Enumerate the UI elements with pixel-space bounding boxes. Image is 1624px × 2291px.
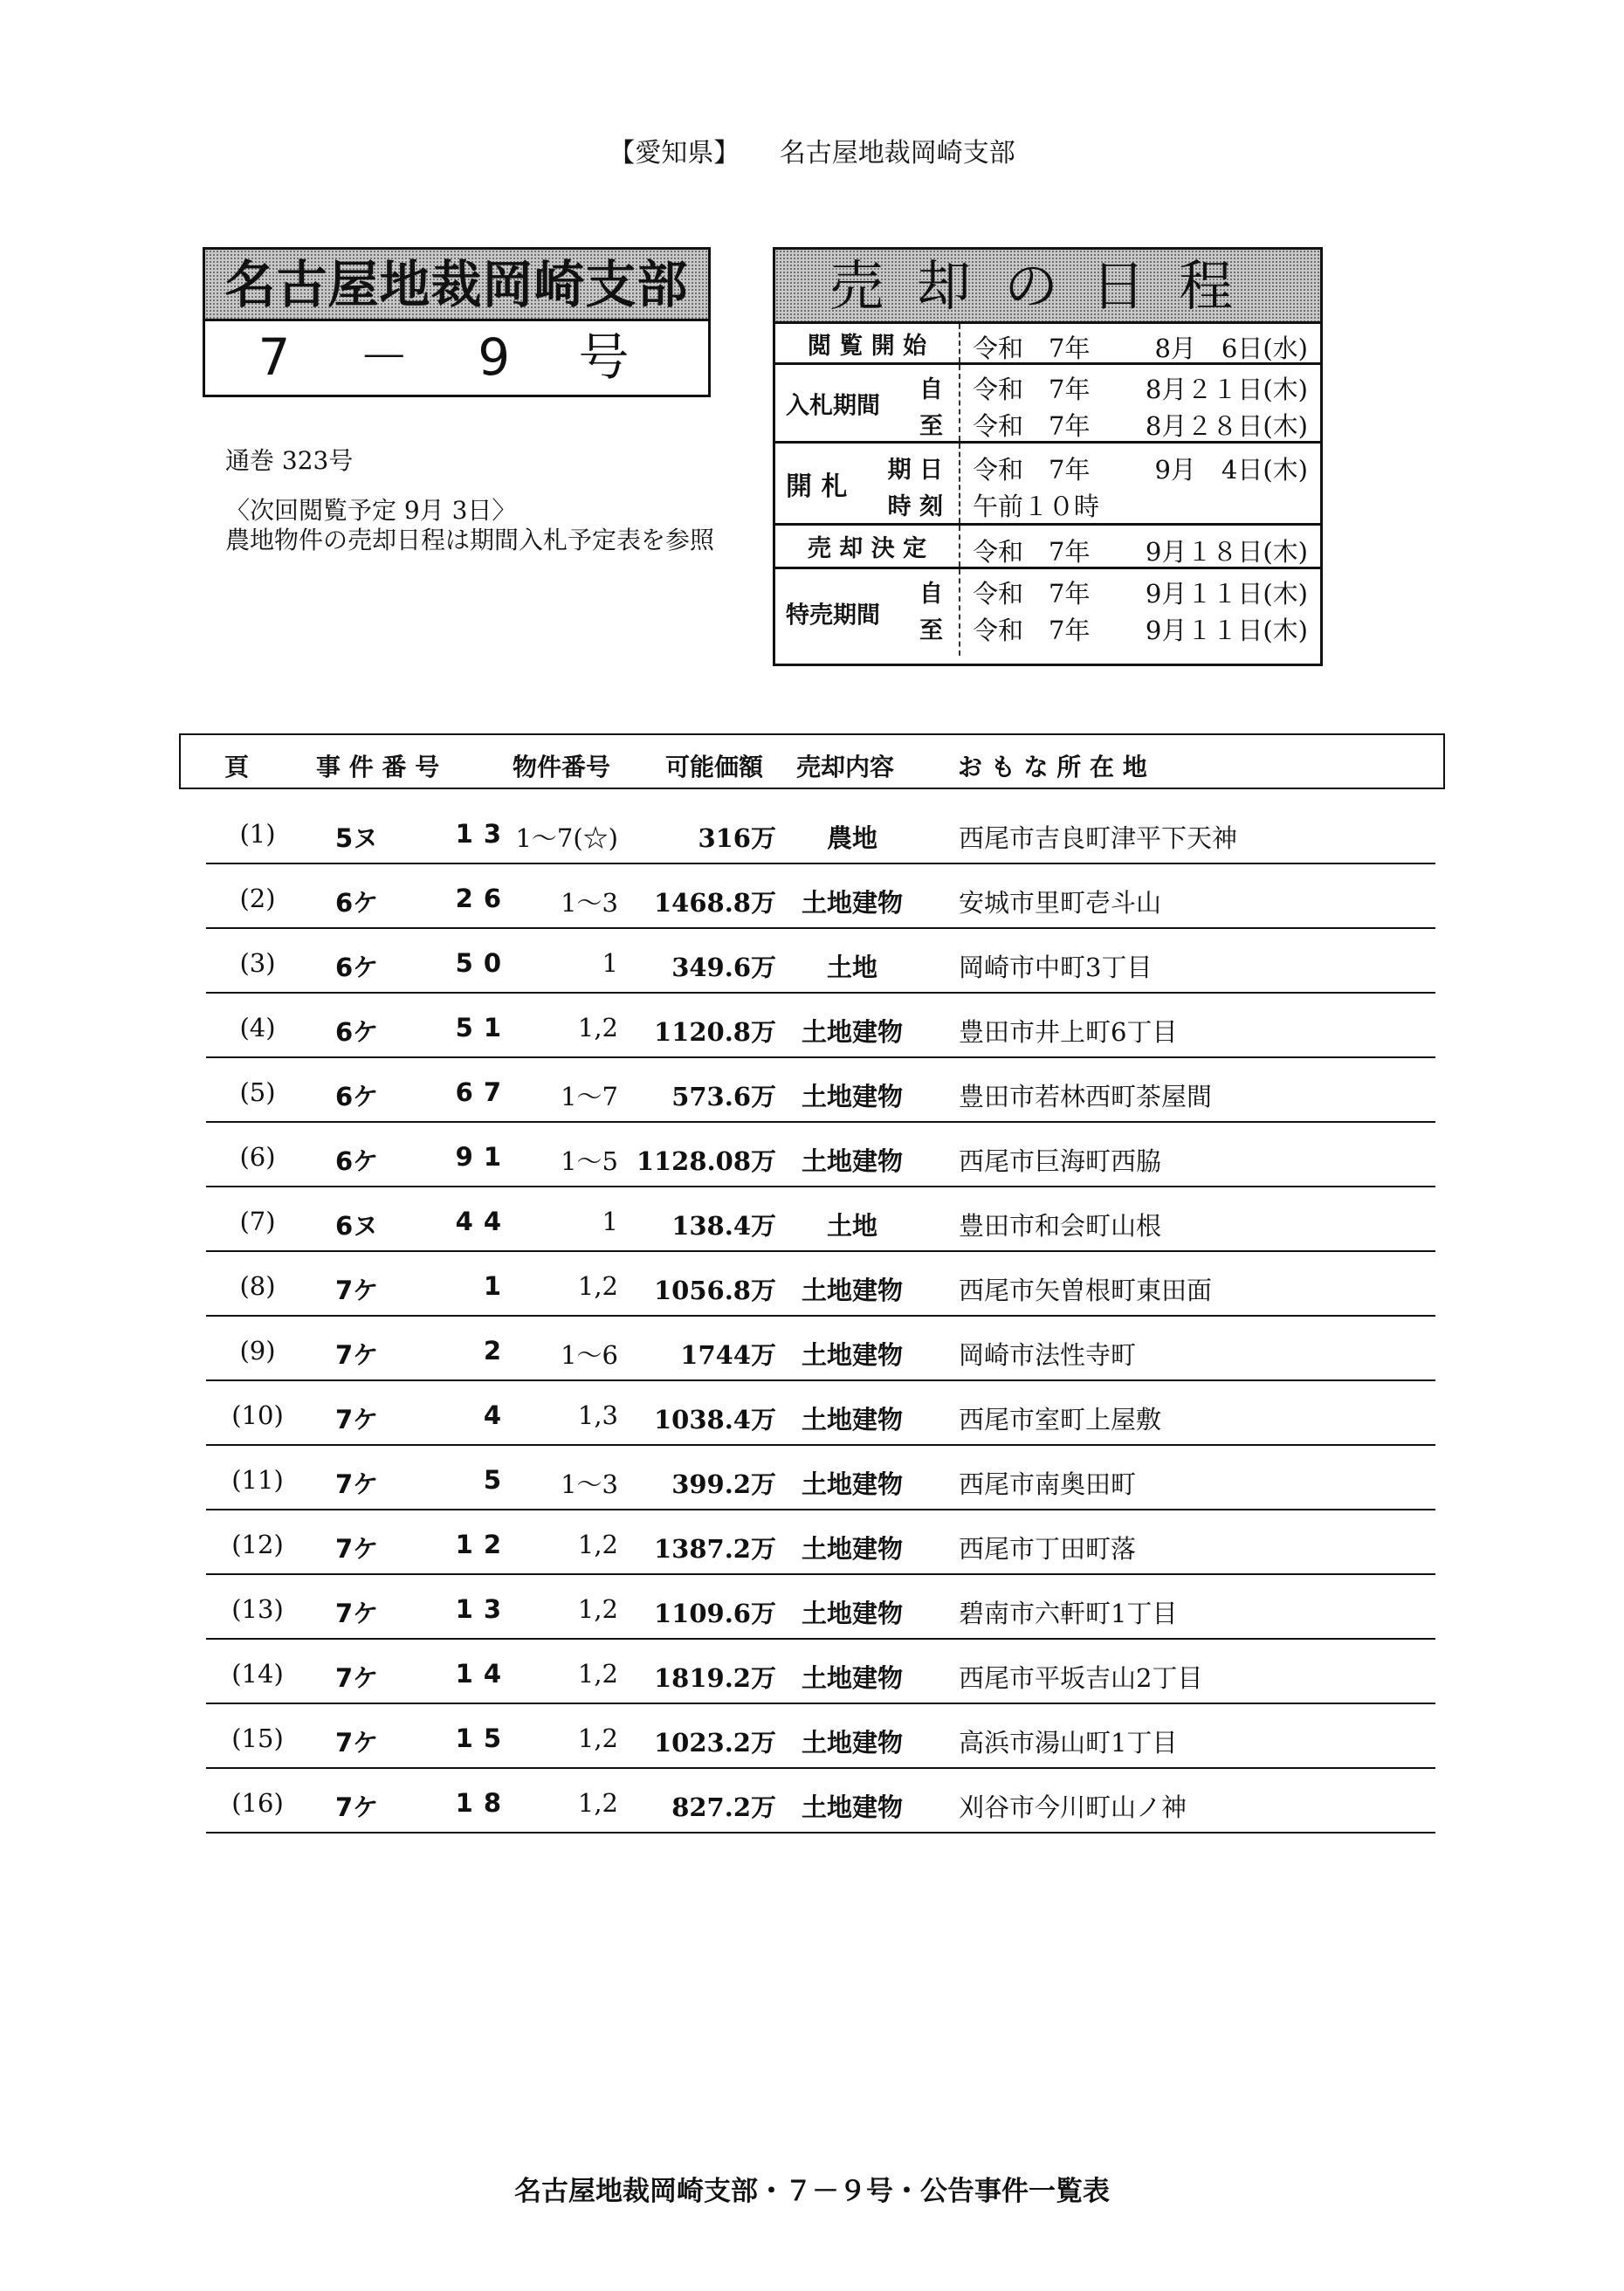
col-header-case: 事 件 番 号 [316,753,440,781]
table-row [206,1446,1435,1510]
row-sale-type: 土地建物 [801,1017,903,1047]
row-price: 827.2万 [671,1792,776,1822]
row-case-number: 1 [483,1271,512,1301]
row-sale-type: 土地建物 [801,1276,903,1305]
bid-from-date: 8月２１日(木) [1145,375,1308,404]
special-to-era: 令和 7年 [973,616,1091,645]
row-page: (8) [239,1271,276,1301]
volume-number: 通巻 323号 [225,446,354,475]
table-row [206,1640,1435,1704]
col-header-page: 頁 [224,753,250,781]
row-case-number: 2 [483,1336,512,1366]
court-title: 名古屋地裁岡崎支部 [205,250,708,321]
row-price: 1468.8万 [654,888,776,918]
decision-date: 9月１８日(木) [1145,537,1308,567]
row-page: (11) [231,1465,284,1495]
opening-day-label: 期 日 [887,457,943,484]
row-page: (9) [239,1336,276,1366]
table-row [206,1252,1435,1317]
row-page: (4) [239,1013,276,1042]
row-case-number: 5 [483,1465,512,1495]
schedule-row-viewing [775,324,1320,365]
special-from-date: 9月１１日(木) [1145,579,1308,609]
farmland-note: 農地物件の売却日程は期間入札予定表を参照 [225,526,715,554]
row-price: 1128.08万 [636,1146,776,1176]
page-footer: 名古屋地裁岡崎支部・７－９号・公告事件一覧表 [514,2176,1110,2207]
bid-from-era: 令和 7年 [973,375,1091,404]
row-price: 349.6万 [671,953,776,982]
row-price: 573.6万 [671,1082,776,1111]
row-case-type: 7ケ [335,1728,379,1758]
row-property-numbers: 1 [602,1207,618,1236]
opening-era: 令和 7年 [973,455,1091,485]
schedule-title: 売却の日程 [775,250,1320,324]
row-case-type: 7ケ [335,1276,379,1305]
row-price: 1387.2万 [654,1534,776,1564]
row-price: 1023.2万 [654,1728,776,1758]
court-name-label: 名古屋地裁岡崎支部 [779,138,1015,169]
row-location: 碧南市六軒町1丁目 [959,1599,1178,1628]
row-sale-type: 土地建物 [801,888,903,918]
special-period-label: 特売期間 [786,602,880,629]
row-location: 刈谷市今川町山ノ神 [959,1792,1187,1822]
row-property-numbers: 1,2 [577,1788,618,1818]
opening-time-label: 時 刻 [887,493,943,520]
court-issue-box [203,247,711,397]
row-case-type: 6ヌ [335,1211,379,1241]
row-sale-type: 土地建物 [801,1792,903,1822]
bidding-period-label: 入札期間 [786,392,880,419]
row-case-type: 7ケ [335,1534,379,1564]
row-location: 西尾市室町上屋敷 [959,1405,1162,1434]
row-case-number: 67 [455,1077,512,1107]
row-property-numbers: 1〜5 [561,1146,618,1176]
next-viewing-note: 〈次回閲覧予定 9月 3日〉 [225,496,517,525]
row-sale-type: 土地建物 [801,1469,903,1499]
row-page: (10) [231,1400,284,1430]
row-case-number: 91 [455,1142,512,1172]
row-location: 豊田市和会町山根 [959,1211,1162,1241]
row-price: 1056.8万 [654,1276,776,1305]
row-property-numbers: 1,2 [577,1594,618,1624]
row-price: 1819.2万 [654,1663,776,1693]
row-sale-type: 土地建物 [801,1405,903,1434]
row-sale-type: 土地建物 [801,1728,903,1758]
row-price: 316万 [698,823,776,853]
table-row [206,1575,1435,1640]
special-to-label: 至 [919,617,943,644]
decision-label: 売 却 決 定 [807,535,927,562]
row-location: 豊田市井上町6丁目 [959,1017,1178,1047]
row-property-numbers: 1〜7(☆) [515,823,618,853]
schedule-row-special [775,569,1320,656]
row-case-type: 6ケ [335,953,379,982]
row-page: (12) [231,1530,284,1559]
col-header-type: 売却内容 [796,753,895,781]
notes [225,496,714,555]
row-case-number: 44 [455,1207,512,1236]
viewing-era: 令和 7年 [973,334,1091,363]
opening-label: 開 札 [786,471,848,502]
table-row [206,994,1435,1058]
row-property-numbers: 1 [602,948,618,978]
viewing-date: 8月 6日(水) [1154,334,1308,363]
row-location: 高浜市湯山町1丁目 [959,1728,1178,1758]
row-page: (5) [239,1077,276,1107]
row-location: 岡崎市法性寺町 [959,1340,1137,1370]
special-from-era: 令和 7年 [973,579,1091,609]
row-price: 1744万 [680,1340,776,1370]
row-price: 1109.6万 [654,1599,776,1628]
row-case-type: 7ケ [335,1340,379,1370]
row-location: 安城市里町壱斗山 [959,888,1162,918]
issue-number: 7 － 9 号 [258,327,656,387]
row-property-numbers: 1,3 [577,1400,618,1430]
row-case-number: 15 [455,1723,512,1753]
col-header-price: 可能価額 [665,753,764,781]
row-sale-type: 土地建物 [801,1599,903,1628]
bid-to-era: 令和 7年 [973,411,1091,441]
table-row [206,1187,1435,1252]
row-case-number: 13 [455,819,512,849]
table-row [206,800,1435,864]
row-property-numbers: 1〜7 [561,1082,618,1111]
row-case-type: 6ケ [335,888,379,918]
row-case-type: 6ケ [335,1017,379,1047]
row-case-type: 7ケ [335,1469,379,1499]
row-case-number: 50 [455,948,512,978]
table-row [206,929,1435,994]
row-case-type: 6ケ [335,1146,379,1176]
row-case-number: 13 [455,1594,512,1624]
row-page: (1) [239,819,276,849]
row-case-number: 14 [455,1659,512,1689]
row-location: 西尾市南奥田町 [959,1469,1137,1499]
table-row [206,1704,1435,1769]
table-header [179,733,1445,789]
table-row [206,1381,1435,1446]
table-row [206,1510,1435,1575]
row-price: 1120.8万 [654,1017,776,1047]
row-location: 西尾市丁田町落 [959,1534,1137,1564]
row-case-number: 12 [455,1530,512,1559]
row-price: 138.4万 [671,1211,776,1241]
row-case-number: 26 [455,884,512,913]
row-location: 西尾市平坂吉山2丁目 [959,1663,1203,1693]
row-sale-type: 土地建物 [801,1340,903,1370]
schedule-row-bidding [775,365,1320,444]
schedule-row-opening [775,444,1320,526]
row-property-numbers: 1,2 [577,1723,618,1753]
bidding-from-label: 自 [919,376,943,403]
sale-schedule-box [773,247,1323,666]
row-location: 西尾市矢曽根町東田面 [959,1276,1213,1305]
row-property-numbers: 1,2 [577,1659,618,1689]
row-location: 西尾市吉良町津平下天神 [959,823,1238,853]
row-property-numbers: 1〜3 [561,1469,618,1499]
row-case-type: 7ケ [335,1599,379,1628]
row-sale-type: 土地建物 [801,1146,903,1176]
bid-to-date: 8月２８日(木) [1145,411,1308,441]
row-property-numbers: 1,2 [577,1013,618,1042]
row-sale-type: 農地 [826,823,877,853]
row-price: 1038.4万 [654,1405,776,1434]
viewing-label: 閲 覧 開 始 [807,332,927,360]
row-case-type: 7ケ [335,1792,379,1822]
special-to-date: 9月１１日(木) [1145,616,1308,645]
table-row [206,1317,1435,1381]
row-property-numbers: 1,2 [577,1271,618,1301]
row-price: 399.2万 [671,1469,776,1499]
row-page: (6) [239,1142,276,1172]
row-page: (14) [231,1659,284,1689]
bidding-to-label: 至 [919,413,943,440]
row-sale-type: 土地 [826,953,877,982]
schedule-row-decision [775,526,1320,569]
row-case-type: 7ケ [335,1663,379,1693]
table-row [206,1769,1435,1833]
page-header [0,131,1624,169]
row-page: (7) [239,1207,276,1236]
row-page: (15) [231,1723,284,1753]
special-from-label: 自 [919,581,943,608]
row-case-number: 18 [455,1788,512,1818]
row-page: (2) [239,884,276,913]
row-case-type: 6ケ [335,1082,379,1111]
row-case-number: 51 [455,1013,512,1042]
col-header-location: お も な 所 在 地 [958,753,1147,781]
opening-date: 9月 4日(木) [1154,455,1308,485]
row-property-numbers: 1,2 [577,1530,618,1559]
prefecture-label: 【愛知県】 [609,138,740,169]
row-case-type: 5ヌ [335,823,379,853]
row-sale-type: 土地建物 [801,1663,903,1693]
row-page: (13) [231,1594,284,1624]
col-header-property: 物件番号 [513,753,611,781]
row-location: 豊田市若林西町茶屋間 [959,1082,1213,1111]
table-row [206,864,1435,929]
row-page: (16) [231,1788,284,1818]
row-property-numbers: 1〜3 [561,888,618,918]
table-row [206,1058,1435,1123]
row-case-number: 4 [483,1400,512,1430]
decision-era: 令和 7年 [973,537,1091,567]
table-row [206,1123,1435,1187]
row-location: 西尾市巨海町西脇 [959,1146,1162,1176]
row-property-numbers: 1〜6 [561,1340,618,1370]
row-sale-type: 土地建物 [801,1082,903,1111]
row-case-type: 7ケ [335,1405,379,1434]
row-sale-type: 土地建物 [801,1534,903,1564]
opening-time: 午前１０時 [973,492,1100,521]
row-sale-type: 土地 [826,1211,877,1241]
row-page: (3) [239,948,276,978]
row-location: 岡崎市中町3丁目 [959,953,1153,982]
